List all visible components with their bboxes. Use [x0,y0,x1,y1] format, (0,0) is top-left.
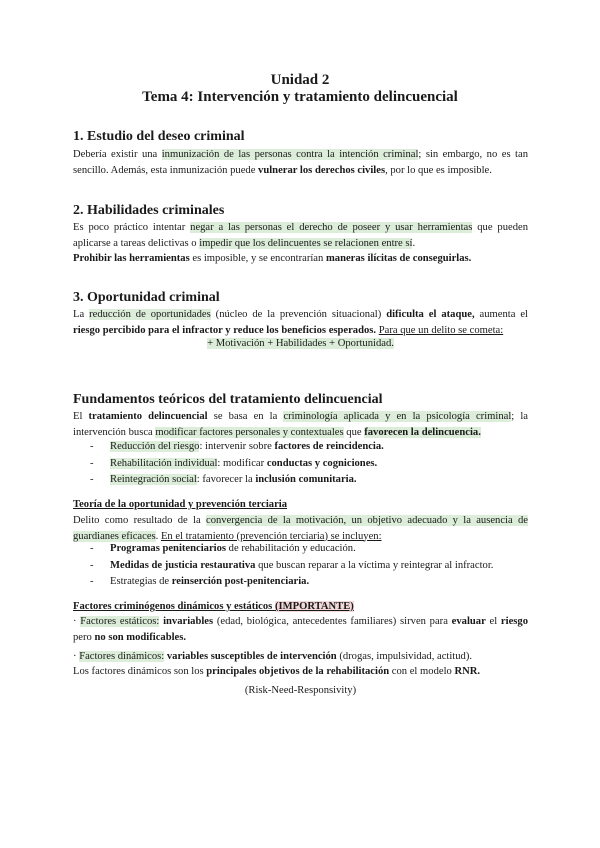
bold-text: principales objetivos de la rehabilitación [206,666,390,677]
section-3-heading: 3. Oportunidad criminal [73,290,220,305]
highlight-text: modificar factores personales y contextuales [155,426,344,438]
text-run: pero [73,631,95,643]
heading-text: Factores criminógenos dinámicos y estáticos [73,601,275,612]
text-run: ; la intervención busca [73,411,528,438]
text-run: . [412,237,416,249]
bold-text: reinserción post-penitenciaria. [171,576,310,587]
text-run: La [73,309,90,320]
list-item [90,558,493,575]
rnr-expansion: (Risk-Need-Responsivity) [244,685,357,696]
text-run: que [343,426,365,438]
highlight-text: criminología aplicada y en la psicología criminal [283,411,512,422]
list-item [90,439,384,456]
bold-text: RNR. [454,666,481,677]
list-item [90,456,384,473]
text-run: : favorecer la [196,474,256,485]
highlight-text: reducción de oportunidades [89,309,211,320]
bold-text: riesgo percibido para el infractor y reduce los beneficios esperados. [73,324,377,336]
text-run: (núcleo de la prevención situacional) [210,309,387,320]
highlight-text: Factores estáticos: [80,616,160,627]
section-2-heading: 2. Habilidades criminales [73,203,225,218]
text-run: Estrategias de [110,576,172,587]
highlight-text: negar a las personas el derecho de poseer y usar herramientas [190,222,473,233]
dynamic-factors-line [73,649,472,664]
text-run: , por lo que es imposible. [385,164,492,176]
list-item [90,472,384,489]
formula-text: + Motivación + Habilidades + Oportunidad. [207,338,394,349]
section-3-paragraph [73,307,528,338]
highlight-text: favorecen la delincuencia. [364,426,481,438]
text-run: es imposible, y se encontrarían [189,253,326,264]
text-run: . [155,530,161,542]
text-run: Debería existir una [73,149,162,160]
bold-text: tratamiento delincuencial [88,411,208,422]
formula-line [73,336,528,351]
bold-text: Prohibir las herramientas [73,253,190,264]
text-run: (drogas, impulsividad, actitud). [336,651,473,662]
section-2-paragraph [73,220,528,267]
section-6-heading [73,599,354,614]
section-5-heading: Teoría de la oportunidad y prevención terciaria [73,499,288,510]
text-run: que pueden aplicarse a tareas delictivas o [73,222,529,249]
treatment-goals-list [90,439,384,489]
bold-text: invariables [163,616,214,627]
text-run: : intervenir sobre [199,441,275,452]
text-run: (edad, biológica, antecedentes familiares) sirven para [213,616,452,627]
list-item [90,574,493,591]
bold-text: conductas y cogniciones. [266,457,378,469]
text-run: de rehabilitación y educación. [226,543,356,554]
text-run: · [73,616,81,627]
text-run: con el modelo [389,666,455,677]
text-run: se basa en la [207,411,284,422]
highlight-text: Factores dinámicos: [79,651,165,662]
important-tag: (IMPORTANTE) [274,601,354,612]
section-4-paragraph [73,409,528,440]
text-run: ; sin embargo, no es tan sencillo. Además, esta inmunización puede [73,149,528,176]
text-run: aumenta el [474,309,528,320]
bold-text: riesgo [500,616,528,627]
list-item [90,541,493,558]
bold-text: Programas penitenciarios [110,543,227,554]
section-4-heading: Fundamentos teóricos del tratamiento delincuencial [73,392,383,407]
bold-text: vulnerar los derechos civiles [258,164,386,176]
section-1-paragraph [73,147,528,178]
bold-text: maneras ilícitas de conseguirlas. [325,253,472,264]
text-run: Delito como resultado de la [73,515,207,526]
static-factors-paragraph [73,614,528,645]
tertiary-prevention-list [90,541,493,591]
bold-text: factores de reincidencia. [274,441,384,452]
bold-text: Medidas de justicia restaurativa [110,559,256,571]
text-run: · [73,651,80,662]
highlight-text: inmunización de las personas contra la intención criminal [161,149,419,160]
page-title: Tema 4: Intervención y tratamiento delincuencial [142,89,458,105]
text-run: Es poco práctico intentar [73,222,191,233]
section-1-heading: 1. Estudio del deseo criminal [73,129,245,144]
highlight-text: Reintegración social [110,474,197,485]
text-run: el [485,616,501,627]
highlight-text: convergencia de la motivación, un objetivo adecuado y la ausencia de guardianes eficaces [73,515,528,542]
highlight-text: Reducción del riesgo [110,441,200,452]
bold-text: evaluar [451,616,486,627]
underlined-text: Para que un delito se cometa: [378,324,504,336]
bold-text: dificulta el ataque, [386,309,475,320]
highlight-text: Rehabilitación individual [110,457,218,469]
bold-text: variables susceptibles de intervención [166,651,337,662]
bold-text: inclusión comunitaria. [255,474,357,485]
text-run: : modificar [217,457,267,469]
text-run: que buscan reparar a la víctima y reintegrar al infractor. [255,559,494,571]
bold-text: no son modificables. [94,631,187,643]
unit-heading: Unidad 2 [270,72,330,88]
section-5-paragraph [73,513,528,544]
highlight-text: impedir que los delincuentes se relacionen entre sí [199,237,413,249]
text-run: Los factores dinámicos son los [73,666,207,677]
rnr-line [73,664,480,679]
text-run: El [73,411,89,422]
underlined-text: En el tratamiento (prevención terciaria) se incluyen: [160,530,382,542]
